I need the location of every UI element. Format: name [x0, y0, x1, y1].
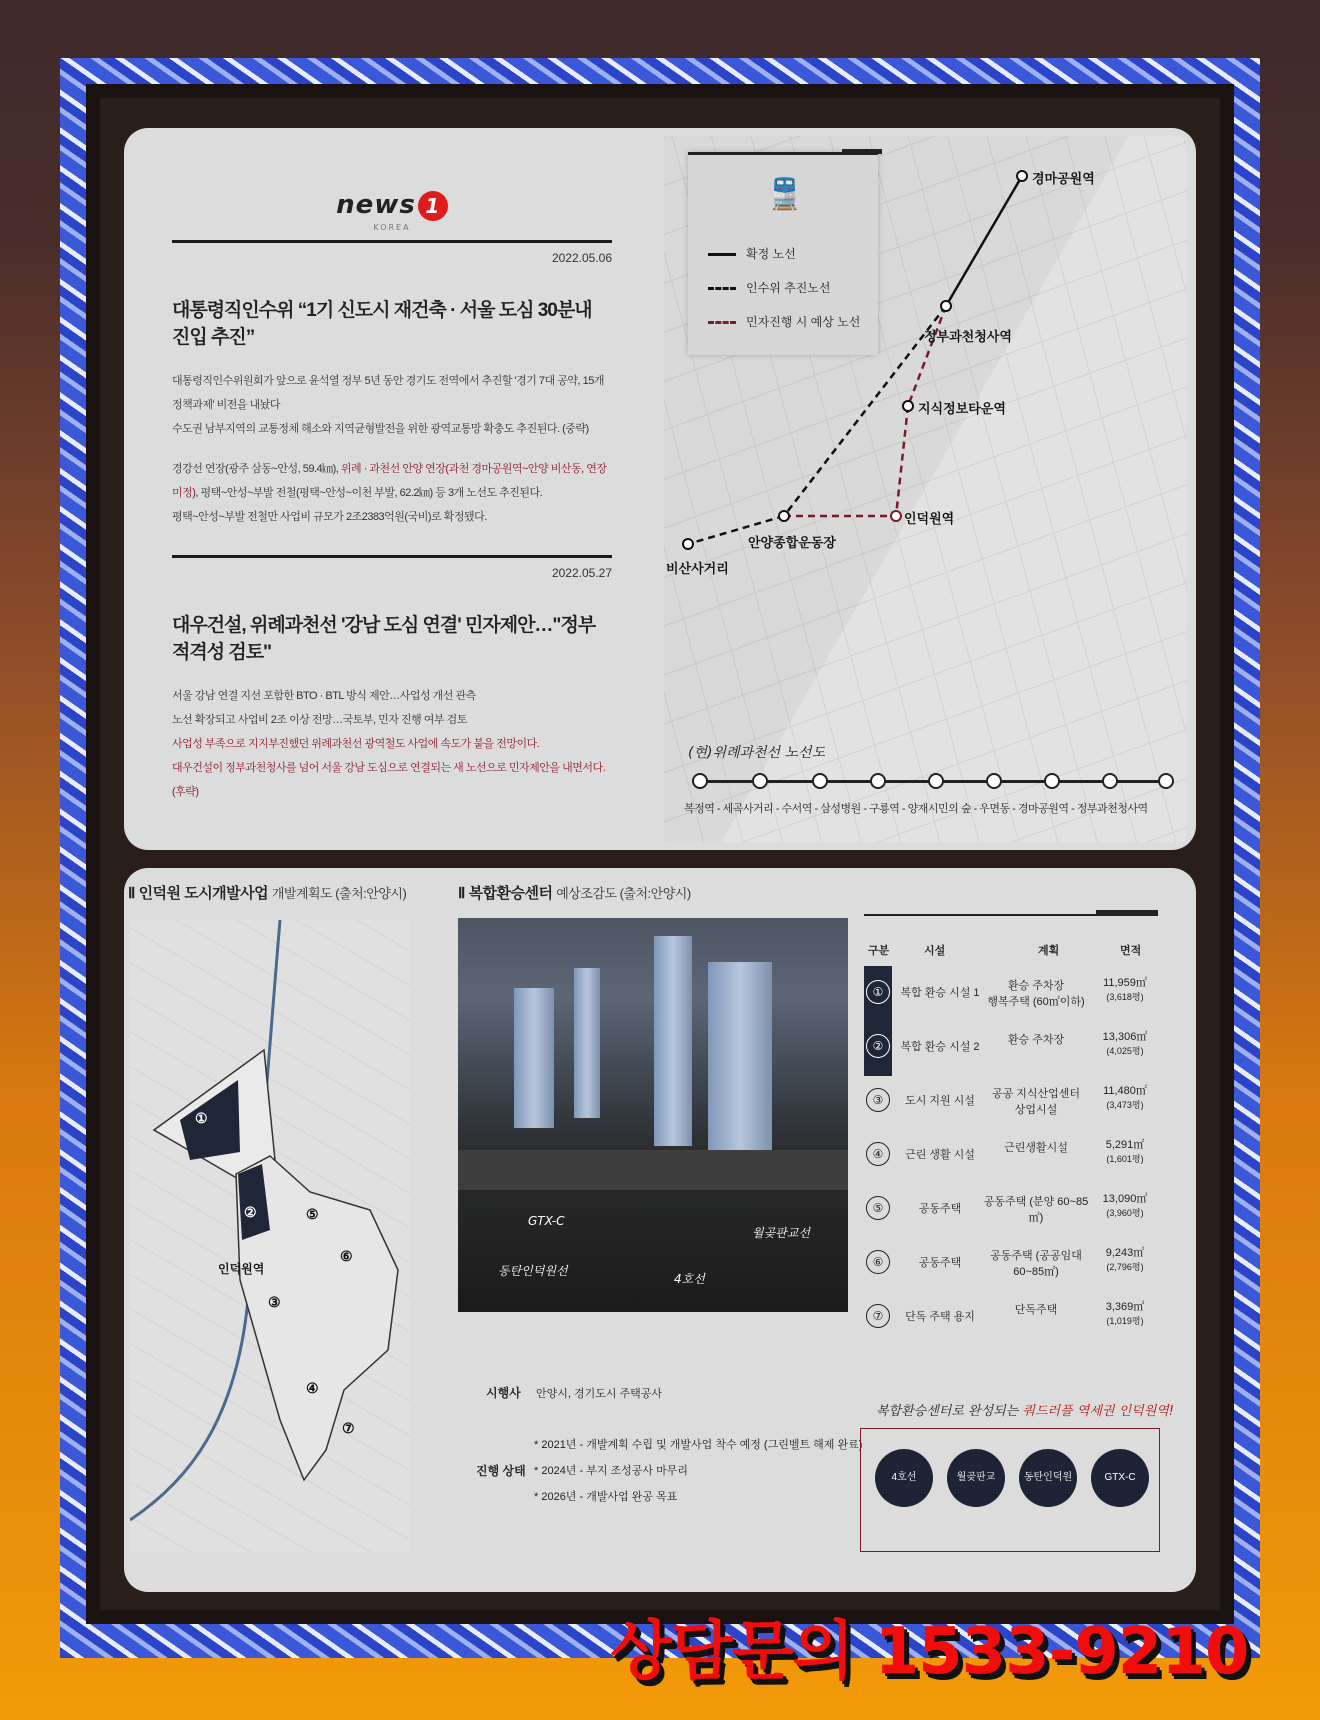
row-area: 13,306㎡ (4,025평) [1102, 1031, 1148, 1056]
article2-p3: 사업성 부족으로 지지부진했던 위례과천선 광역철도 사업에 속도가 붙을 전망이다. [172, 737, 540, 750]
route-map [664, 136, 1186, 842]
header-plan: 계획 [1038, 945, 1060, 957]
station-indeogwon: 인덕원역 [904, 511, 955, 526]
route-stop [1044, 773, 1060, 789]
article1-headline: 대통령직인수위 “1기 신도시 재건축 · 서울 도심 30분내 진입 추진” [172, 299, 592, 348]
render-label-gtx: GTX-C [528, 1214, 565, 1228]
route-stop [1102, 773, 1118, 789]
row-plan: 공동주택 (공공임대 60~85㎡) [990, 1250, 1082, 1278]
train-icon: 🚆 [766, 177, 804, 212]
row-area: 5,291㎡ (1,601평) [1105, 1139, 1145, 1164]
table-row [864, 1182, 1158, 1238]
logo-subtitle: KOREA [373, 222, 411, 232]
transfer-center-rendering [458, 918, 848, 1312]
station-stadium: 안양종합운동장 [748, 535, 836, 550]
station-gwacheon: 정부과천청사역 [924, 329, 1012, 344]
station-gyeongma: 경마공원역 [1032, 171, 1095, 186]
legend-committee: 인수위 추진노선 [708, 279, 830, 296]
row-number: ④ [866, 1142, 890, 1166]
render-label-dongtan: 동탄인덕원선 [498, 1264, 568, 1278]
site-marker-1: ① [195, 1110, 208, 1126]
article2-p2: 노선 확장되고 사업비 2조 이상 전망…국토부, 민자 진행 여부 검토 [172, 713, 467, 726]
row-number: ② [866, 1034, 890, 1058]
row-facility: 도시 지원 시설 [905, 1095, 975, 1107]
article1-p2: 수도권 남부지역의 교통정체 해소와 지역균형발전을 위한 광역교통망 확충도 추진된다. (중략) [172, 422, 589, 435]
row-facility: 단독 주택 용지 [905, 1311, 975, 1323]
line-circle-dongtan: 동탄인덕원 [1019, 1449, 1077, 1507]
station-jisik: 지식정보타운역 [918, 401, 1006, 416]
article2-date: 2022.05.27 [551, 565, 612, 580]
news-column [172, 168, 612, 804]
article2-body [172, 684, 612, 804]
status-item-1: * 2021년 - 개발계획 수립 및 개발사업 착수 예정 (그린벨트 해제 완료) [534, 1439, 863, 1451]
row-area: 9,243㎡ (2,796평) [1105, 1247, 1145, 1272]
site-marker-2: ② [244, 1204, 257, 1220]
row-area: 11,480㎡ (3,473평) [1103, 1085, 1147, 1110]
line-circle-gtx: GTX-C [1091, 1449, 1149, 1507]
row-plan: 단독주택 [1014, 1304, 1058, 1316]
row-area: 11,959㎡ (3,618평) [1103, 977, 1147, 1002]
status-label: 진행 상태 [476, 1464, 526, 1478]
route-title: (현)위례과천선 노선도 [688, 745, 826, 761]
article2-p4: 대우건설이 정부과천청사를 넘어 서울 강남 도심으로 연결되는 새 노선으로 민자제안을 내면서다. (후략) [172, 761, 606, 798]
render-label-line4: 4호선 [674, 1272, 705, 1286]
article2-headline: 대우건설, 위례과천선 '강남 도심 연결' 민자제안…"정부 적격성 검토" [172, 614, 596, 663]
news1-logo: news 1 [172, 190, 612, 221]
plan-section-title: Ⅱ 인덕원 도시개발사업 개발계획도 (출처:안양시) [128, 885, 407, 902]
row-facility: 공동주택 [918, 1257, 962, 1269]
header-area: 면적 [1120, 945, 1142, 957]
header-facility: 시설 [924, 945, 946, 957]
site-marker-7: ⑦ [342, 1420, 355, 1436]
executor-label: 시행사 [486, 1386, 521, 1400]
row-plan: 공동주택 (분양 60~85㎡) [983, 1196, 1089, 1224]
article1-p4: 평택~안성~부발 전철만 사업비 규모가 2조2383억원(국비)로 확정됐다. [172, 510, 487, 523]
route-stop [812, 773, 828, 789]
legend-private: 민자진행 시 예상 노선 [708, 313, 860, 330]
route-station-list: 복정역 - 세곡사거리 - 수서역 - 삼성병원 - 구룡역 - 양재시민의 숲 - 우면동 - 경마공원역 - 정부과천청사역 [684, 803, 1148, 815]
route-stop [870, 773, 886, 789]
route-stop [752, 773, 768, 789]
route-stop [928, 773, 944, 789]
row-facility: 근린 생활 시설 [905, 1149, 975, 1161]
header-category: 구분 [868, 945, 890, 957]
row-facility: 복합 환승 시설 2 [900, 1041, 980, 1053]
row-plan: 환승 주차장 행복주택 (60㎡이하) [987, 980, 1085, 1008]
news-map-panel [124, 128, 1196, 850]
row-number: ⑥ [866, 1250, 890, 1274]
status-item-3: * 2026년 - 개발사업 완공 목표 [534, 1491, 678, 1503]
row-number: ⑤ [866, 1196, 890, 1220]
site-marker-4: ④ [306, 1380, 319, 1396]
route-lines [664, 136, 1186, 736]
route-stop [986, 773, 1002, 789]
row-plan: 환승 주차장 [1007, 1034, 1065, 1046]
route-stop [692, 773, 708, 789]
table-row [864, 1074, 1158, 1130]
article2-p1: 서울 강남 연결 지선 포함한 BTO · BTL 방식 제안…사업성 개선 관측 [172, 689, 476, 702]
row-facility: 공동주택 [918, 1203, 962, 1215]
development-panel [124, 868, 1196, 1592]
article1-date: 2022.05.06 [551, 250, 612, 265]
line-circle-wolgot: 월곶판교 [947, 1449, 1005, 1507]
table-row [864, 1290, 1158, 1346]
row-number: ③ [866, 1088, 890, 1112]
table-row [864, 1236, 1158, 1292]
table-rule [864, 914, 1158, 916]
row-number: ⑦ [866, 1304, 890, 1328]
site-station-label: 인덕원역 [218, 1262, 265, 1276]
divider [172, 555, 612, 558]
station-bisan: 비산사거리 [666, 561, 729, 576]
executor-value: 안양시, 경기도시 주택공사 [536, 1388, 663, 1400]
table-row [864, 1128, 1158, 1184]
quadruple-station-box [860, 1428, 1160, 1552]
contact-phone[interactable]: 상담문의 1533-9210 [610, 1615, 1249, 1689]
center-section-title: Ⅱ 복합환승센터 예상조감도 (출처:안양시) [458, 885, 691, 902]
row-plan: 근린생활시설 [1004, 1142, 1068, 1154]
render-label-wolgot: 월곶판교선 [752, 1226, 810, 1240]
status-item-2: * 2024년 - 부지 조성공사 마무리 [534, 1465, 688, 1477]
route-stop [1158, 773, 1174, 789]
development-site-map [130, 920, 410, 1552]
site-marker-6: ⑥ [340, 1248, 353, 1264]
article1-p3: 경강선 연장(광주 삼동~안성, 59.4㎞), 위례 · 과천선 안양 연장(과천 경마공원역~안양 비산동, 연장 미정), 평택~안성~부발 전철(평택~안성~이천 부발, 62.2㎞) 등 3개 노선도 추진된다. [172, 462, 607, 499]
site-marker-3: ③ [268, 1294, 281, 1310]
row-plan: 공공 지식산업센터 상업시설 [991, 1088, 1081, 1116]
article1-p1: 대통령직인수위원회가 앞으로 윤석열 정부 5년 동안 경기도 전역에서 추진할 '경기 7대 공약, 15개 정책과제' 비전을 내놨다 [172, 374, 604, 411]
article1-body [172, 369, 612, 529]
row-area: 13,090㎡ (3,960평) [1102, 1193, 1148, 1218]
table-row [864, 966, 1158, 1022]
legend-confirmed: 확정 노선 [708, 245, 796, 262]
row-facility: 복합 환승 시설 1 [900, 987, 980, 999]
divider [172, 240, 612, 243]
line-circle-4: 4호선 [875, 1449, 933, 1507]
handwritten-note: 복합환승센터로 완성되는 쿼드러플 역세권 인덕원역! [876, 1404, 1175, 1419]
row-number: ① [866, 980, 890, 1004]
table-row [864, 1020, 1158, 1076]
row-area: 3,369㎡ (1,019평) [1105, 1301, 1145, 1326]
site-marker-5: ⑤ [306, 1206, 319, 1222]
